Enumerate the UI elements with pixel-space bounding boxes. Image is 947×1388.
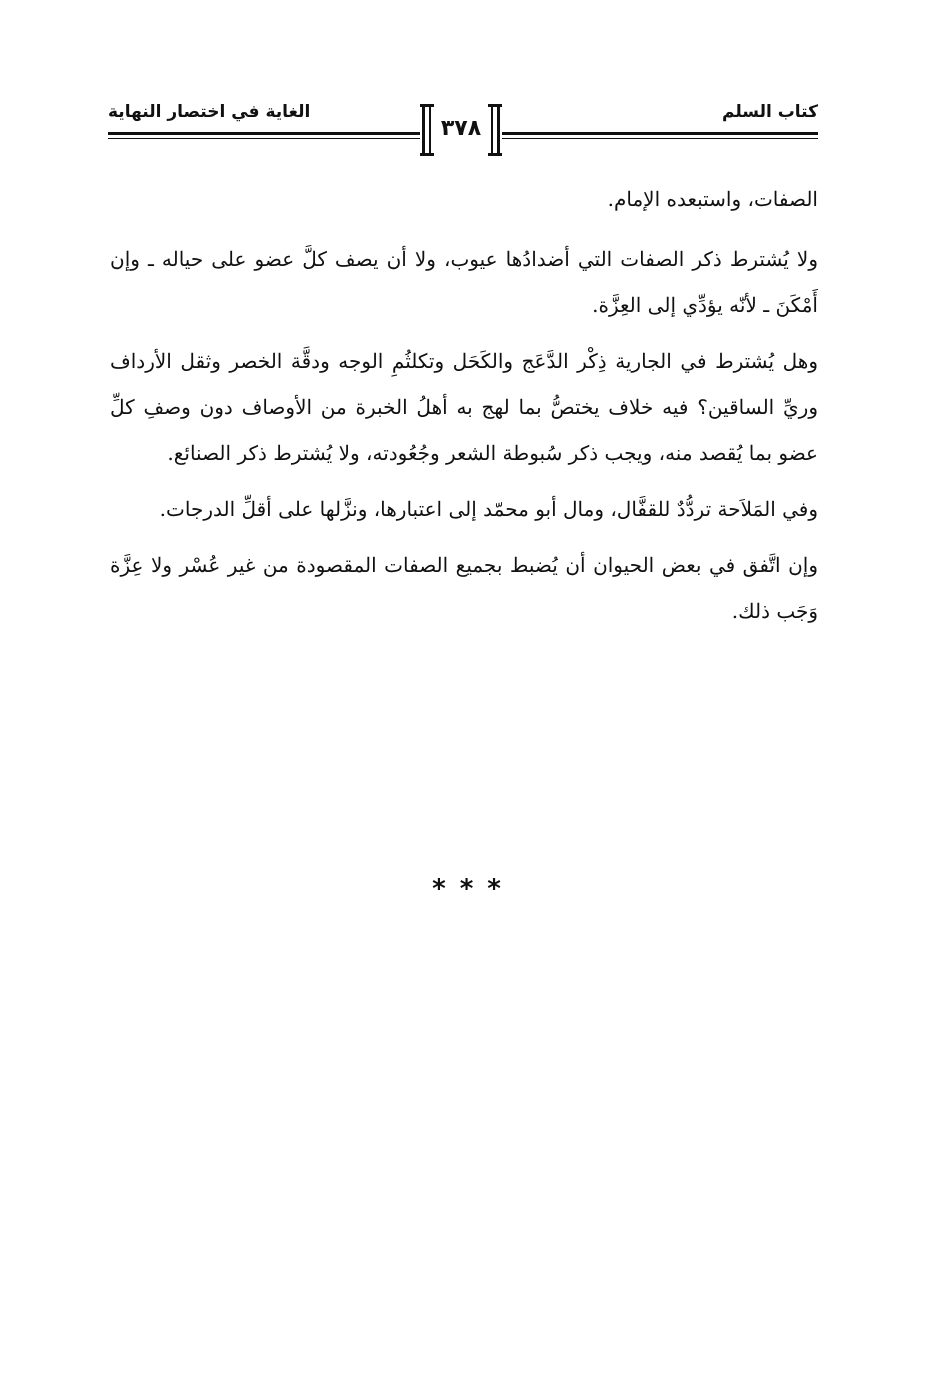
header-rule-right-thin: [502, 138, 818, 139]
paragraph: وإن اتَّفق في بعض الحيوان أن يُضبط بجميع الصفات المقصودة من غير عُسْر ولا عِزَّة وَجَب ذلك.: [110, 553, 818, 623]
body-text: [110, 176, 818, 644]
header-rule-left-thick: [108, 132, 420, 135]
book-title: الغاية في اختصار النهاية: [108, 102, 311, 122]
frame-cap: [488, 153, 502, 156]
page-number-frame: [420, 104, 502, 156]
paragraph: وهل يُشترط في الجارية ذِكْر الدَّعَج والكَحَل وتكلثُمِ الوجه ودقَّة الخصر وثقل الأرداف وريِّ الساقين؟ فيه خلاف يختصُّ بما لهج به أهلُ الخبرة من الأوصاف دون وصفِ كلِّ عضو بما يُقصد منه، ويجب ذكر سُبوطة الشعر وجُعُودته، ولا يُشترط ذكر الصنائع.: [110, 349, 818, 465]
paragraph: ولا يُشترط ذكر الصفات التي أضدادُها عيوب، ولا أن يصف كلَّ عضو على حياله ـ وإن أَمْكَنَ ـ لأنّه يؤدِّي إلى العِزَّة.: [110, 247, 818, 317]
paragraph: الصفات، واستبعده الإمام.: [607, 187, 818, 211]
header-rule-right-thick: [502, 132, 818, 135]
chapter-title: كتاب السلم: [722, 102, 818, 122]
frame-cap: [420, 104, 434, 107]
header-rule-left-thin: [108, 138, 420, 139]
section-end-ornament: ***: [432, 874, 515, 904]
running-header: [108, 96, 818, 160]
page-number: ٣٧٨: [440, 116, 482, 141]
frame-cap: [420, 153, 434, 156]
frame-cap: [488, 104, 502, 107]
paragraph: وفي المَلاَحة تردُّدٌ للقفَّال، ومال أبو محمّد إلى اعتبارها، ونزَّلها على أقلِّ الدرجات.: [159, 497, 818, 521]
